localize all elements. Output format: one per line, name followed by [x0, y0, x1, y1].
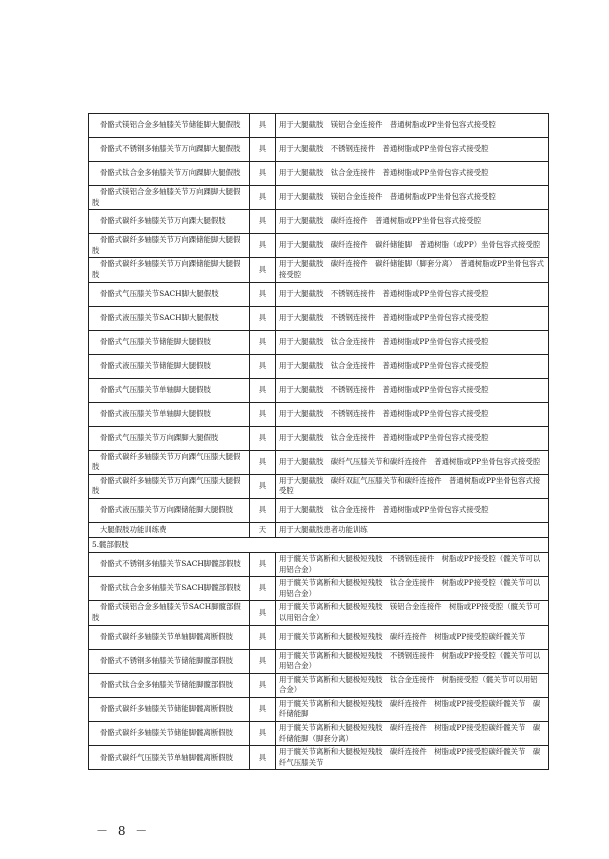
table-row	[89, 552, 549, 576]
item-description: 用于大腿截肢 碳纤连接件 碳纤储能脚（脚套分离） 普通树脂或PP坐骨包容式接受腔	[276, 258, 549, 282]
item-name: 骨骼式镁铝合金多轴膝关节储能脚大腿假肢	[89, 114, 250, 138]
item-name: 骨骼式碳纤多轴膝关节万向踝气压膝大腿假肢	[89, 474, 250, 498]
item-description: 用于大腿截肢患者功能训练	[276, 522, 549, 537]
table-row	[89, 258, 549, 282]
table-row	[89, 402, 549, 426]
table-row	[89, 426, 549, 450]
item-description: 用于髋关节离断和大腿极短残肢 钛合金连接件 树脂或PP接受腔（髋关节可以用铝合金）	[276, 577, 549, 601]
item-name: 骨骼式碳纤多轴膝关节储能脚髋离断假肢	[89, 722, 250, 746]
table-row	[89, 162, 549, 186]
item-name: 骨骼式碳纤多轴膝关节单轴脚髋离断假肢	[89, 625, 250, 649]
item-unit: 具	[250, 450, 276, 474]
item-unit: 具	[250, 697, 276, 721]
table-row	[89, 450, 549, 474]
item-name: 骨骼式钛合金多轴膝关节万向踝脚大腿假肢	[89, 162, 250, 186]
page-number: － 8 －	[96, 824, 151, 838]
item-name: 骨骼式钛合金多轴膝关节SACH脚髋部假肢	[89, 577, 250, 601]
table-row	[89, 474, 549, 498]
table-row	[89, 138, 549, 162]
item-name: 骨骼式镁铝合金多轴膝关节万向踝脚大腿假肢	[89, 186, 250, 210]
section-row	[89, 537, 549, 552]
item-description: 用于大腿截肢 不锈钢连接件 普通树脂或PP坐骨包容式接受腔	[276, 306, 549, 330]
item-name: 骨骼式液压膝关节储能脚大腿假肢	[89, 354, 250, 378]
item-name: 骨骼式不锈钢多轴膝关节储能脚髋部假肢	[89, 649, 250, 673]
item-description: 用于大腿截肢 镁铝合金连接件 普通树脂或PP坐骨包容式接受腔	[276, 186, 549, 210]
item-unit: 具	[250, 426, 276, 450]
item-unit: 具	[250, 306, 276, 330]
item-description: 用于大腿截肢 碳纤双缸气压膝关节和碳纤连接件 普通树脂或PP坐骨包容式接受腔	[276, 474, 549, 498]
table-row	[89, 722, 549, 746]
item-name: 骨骼式液压膝关节单轴脚大腿假肢	[89, 402, 250, 426]
item-name: 骨骼式镁铝合金多轴膝关节SACH脚髋部假肢	[89, 601, 250, 625]
item-unit: 具	[250, 186, 276, 210]
item-description: 用于髋关节离断和大腿极短残肢 碳纤连接件 树脂或PP接受腔碳纤髋关节 碳纤气压膝关节	[276, 746, 549, 770]
table-row	[89, 577, 549, 601]
item-name: 骨骼式气压膝关节万向踝脚大腿假肢	[89, 426, 250, 450]
table-row	[89, 498, 549, 522]
item-unit: 具	[250, 354, 276, 378]
item-description: 用于髋关节离断和大腿极短残肢 不锈钢连接件 树脂或PP接受腔（髋关节可以用铝合金）	[276, 649, 549, 673]
item-name: 骨骼式碳纤气压膝关节单轴脚髋离断假肢	[89, 746, 250, 770]
item-name: 骨骼式液压膝关节SACH脚大腿假肢	[89, 306, 250, 330]
item-description: 用于大腿截肢 钛合金连接件 普通树脂或PP坐骨包容式接受腔	[276, 354, 549, 378]
item-name: 骨骼式液压膝关节万向踝储能脚大腿假肢	[89, 498, 250, 522]
item-unit: 具	[250, 577, 276, 601]
item-description: 用于大腿截肢 钛合金连接件 普通树脂或PP坐骨包容式接受腔	[276, 162, 549, 186]
item-description: 用于大腿截肢 钛合金连接件 普通树脂或PP坐骨包容式接受腔	[276, 498, 549, 522]
table-row	[89, 378, 549, 402]
item-name: 骨骼式碳纤多轴膝关节储能脚髋离断假肢	[89, 697, 250, 721]
table-row	[89, 234, 549, 258]
item-unit: 具	[250, 114, 276, 138]
item-name: 骨骼式气压膝关节储能脚大腿假肢	[89, 330, 250, 354]
item-description: 用于大腿截肢 不锈钢连接件 普通树脂或PP坐骨包容式接受腔	[276, 282, 549, 306]
item-description: 用于大腿截肢 不锈钢连接件 普通树脂或PP坐骨包容式接受腔	[276, 138, 549, 162]
table-row	[89, 746, 549, 770]
item-unit: 具	[250, 746, 276, 770]
item-description: 用于大腿截肢 碳纤连接件 普通树脂或PP坐骨包容式接受腔	[276, 210, 549, 234]
table-row	[89, 330, 549, 354]
item-description: 用于髋关节离断和大腿极短残肢 碳纤连接件 树脂或PP接受腔碳纤髋关节 碳纤储能脚（脚套分离）	[276, 722, 549, 746]
item-unit: 具	[250, 234, 276, 258]
item-unit: 具	[250, 649, 276, 673]
item-name: 骨骼式碳纤多轴膝关节万向踝储能脚大腿假肢	[89, 258, 250, 282]
section-heading: 5.髋部假肢	[89, 537, 549, 552]
item-name: 骨骼式钛合金多轴膝关节储能脚髋部假肢	[89, 673, 250, 697]
table-row	[89, 625, 549, 649]
item-name: 骨骼式气压膝关节单轴脚大腿假肢	[89, 378, 250, 402]
item-unit: 具	[250, 402, 276, 426]
item-unit: 具	[250, 282, 276, 306]
item-description: 用于大腿截肢 镁铝合金连接件 普通树脂或PP坐骨包容式接受腔	[276, 114, 549, 138]
item-unit: 具	[250, 138, 276, 162]
item-unit: 具	[250, 162, 276, 186]
item-description: 用于大腿截肢 不锈钢连接件 普通树脂或PP坐骨包容式接受腔	[276, 402, 549, 426]
item-unit: 具	[250, 625, 276, 649]
table-row	[89, 673, 549, 697]
item-unit: 具	[250, 722, 276, 746]
item-description: 用于髋关节离断和大腿极短残肢 钛合金连接件 树脂接受腔（髋关节可以用铝合金）	[276, 673, 549, 697]
item-description: 用于髋关节离断和大腿极短残肢 碳纤连接件 树脂或PP接受腔碳纤髋关节 碳纤储能脚	[276, 697, 549, 721]
item-unit: 具	[250, 258, 276, 282]
item-name: 骨骼式不锈钢多轴膝关节SACH脚髋部假肢	[89, 552, 250, 576]
table-row	[89, 697, 549, 721]
item-description: 用于髋关节离断和大腿极短残肢 镁铝合金连接件 树脂或PP接受腔（髋关节可以用铝合金）	[276, 601, 549, 625]
item-description: 用于大腿截肢 不锈钢连接件 普通树脂或PP坐骨包容式接受腔	[276, 378, 549, 402]
item-name: 骨骼式碳纤多轴膝关节万向踝大腿假肢	[89, 210, 250, 234]
item-description: 用于髋关节离断和大腿极短残肢 不锈钢连接件 树脂或PP接受腔（髋关节可以用铝合金）	[276, 552, 549, 576]
table-row	[89, 210, 549, 234]
item-unit: 具	[250, 210, 276, 234]
item-name: 骨骼式不锈钢多轴膝关节万向踝脚大腿假肢	[89, 138, 250, 162]
item-description: 用于大腿截肢 碳纤气压膝关节和碳纤连接件 普通树脂或PP坐骨包容式接受腔	[276, 450, 549, 474]
item-unit: 具	[250, 330, 276, 354]
table-row	[89, 649, 549, 673]
price-item-table	[88, 113, 549, 770]
item-description: 用于大腿截肢 钛合金连接件 普通树脂或PP坐骨包容式接受腔	[276, 426, 549, 450]
table-row	[89, 306, 549, 330]
item-name: 骨骼式气压膝关节SACH脚大腿假肢	[89, 282, 250, 306]
item-name: 骨骼式碳纤多轴膝关节万向踝储能脚大腿假肢	[89, 234, 250, 258]
item-description: 用于大腿截肢 碳纤连接件 碳纤储能脚 普通树脂（或PP）坐骨包容式接受腔	[276, 234, 549, 258]
item-unit: 具	[250, 673, 276, 697]
table-row	[89, 114, 549, 138]
table-row	[89, 186, 549, 210]
table-row	[89, 522, 549, 537]
item-description: 用于大腿截肢 钛合金连接件 普通树脂或PP坐骨包容式接受腔	[276, 330, 549, 354]
item-unit: 天	[250, 522, 276, 537]
table-row	[89, 601, 549, 625]
item-unit: 具	[250, 378, 276, 402]
item-name: 大腿假肢功能训练费	[89, 522, 250, 537]
item-unit: 具	[250, 601, 276, 625]
item-unit: 具	[250, 474, 276, 498]
item-unit: 具	[250, 552, 276, 576]
table-row	[89, 282, 549, 306]
item-description: 用于髋关节离断和大腿极短残肢 碳纤连接件 树脂或PP接受腔碳纤髋关节	[276, 625, 549, 649]
item-unit: 具	[250, 498, 276, 522]
table-row	[89, 354, 549, 378]
item-name: 骨骼式碳纤多轴膝关节万向踝气压膝大腿假肢	[89, 450, 250, 474]
